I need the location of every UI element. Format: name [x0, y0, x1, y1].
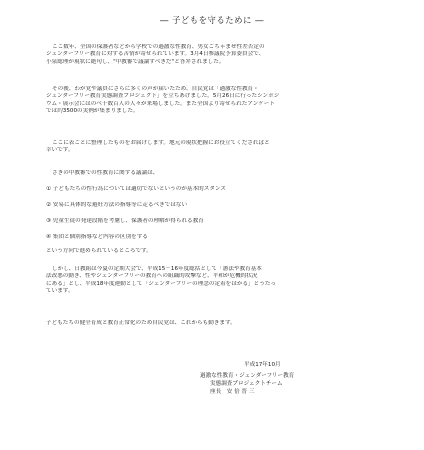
text-line: にある」とし、平成18年度運動として「ジェンダーフリーの理念の定着をはかる」とうたっ [46, 280, 277, 287]
list-outro [46, 248, 382, 255]
list-item [46, 234, 382, 241]
list-item-text: ④ 集団と個別指導など内容の区別をする [46, 234, 148, 240]
paragraph-4 [46, 266, 382, 296]
text-line: ジェンダーフリー教育に対する苦情が寄せられています。3月4日参議院予算委員会で、 [46, 51, 265, 58]
text-line: ウム・展示会にはのべ千数百人の人々が来場しました。また全国より寄せられたアンケート [46, 100, 275, 107]
list-intro: さきの中教審での性教育に関する議論は、 [52, 170, 159, 176]
paragraph-3 [46, 140, 382, 155]
signature-block [200, 372, 400, 396]
text-line: では約3500の実例が集まりました。 [46, 108, 139, 115]
document-date: 平成17年10月 [244, 362, 281, 368]
list-item-text: ① 子どもたちの性行為については適切でないというのが基本的スタンス [46, 186, 226, 192]
paragraph-1 [46, 44, 382, 66]
closing-statement [46, 320, 382, 327]
text-line: 小泉総理が現状に絶句し、"中教審で議論すべきだ"と答弁されました。 [46, 58, 225, 65]
text-line: ここ数年、全国の保護者などから学校での過激な性教育、男女ごちゃまぜ性差否定の [52, 44, 265, 50]
text-line: ここに表ごとに整理したものをお届けします。地元の現状把握にお役立てくださればと [52, 140, 270, 146]
text-line: 法改悪の動き、性やジェンダーフリーの教育への組織的攻撃など、平和が危機的状況 [46, 273, 258, 280]
text-line: しかし、日教組は今夏の定期大会で、平成15－16年度総括として「憲法や教育基本 [52, 266, 262, 272]
document-title: ― 子どもを守るために ― [160, 15, 264, 25]
list-item-text: ③ 児童生徒の発達段階を考慮し、保護者の理解が得られる教育 [46, 218, 204, 224]
signature-line: 座長 安 倍 晋 三 [210, 389, 255, 395]
list-item [46, 186, 382, 193]
text-line: 子どもたちの健全育成と教育正常化のため自民党は、これからも動きます。 [46, 320, 236, 326]
text-line: という方向で進められているところです。 [46, 248, 152, 254]
text-line: ています。 [46, 288, 74, 295]
discussion-list [46, 170, 382, 177]
signature-line: 過激な性教育・ジェンダーフリー教育 [200, 373, 295, 379]
list-item [46, 218, 382, 225]
paragraph-2 [46, 86, 382, 116]
text-line: その後、わが党や議員にさらに多くの声が届いたため、自民党は「過激な性教育・ [52, 86, 259, 92]
text-line: ジェンダーフリー教育実態調査プロジェクト」を立ちあげました。5月26日に行ったシンポジ [46, 93, 280, 100]
signature-line: 実態調査プロジェクトチーム [210, 381, 283, 387]
list-item [46, 202, 382, 209]
list-item-text: ② 安易に具体的な避妊方法の指導等に走るべきではない [46, 202, 188, 208]
text-line: 幸いです。 [46, 147, 74, 154]
